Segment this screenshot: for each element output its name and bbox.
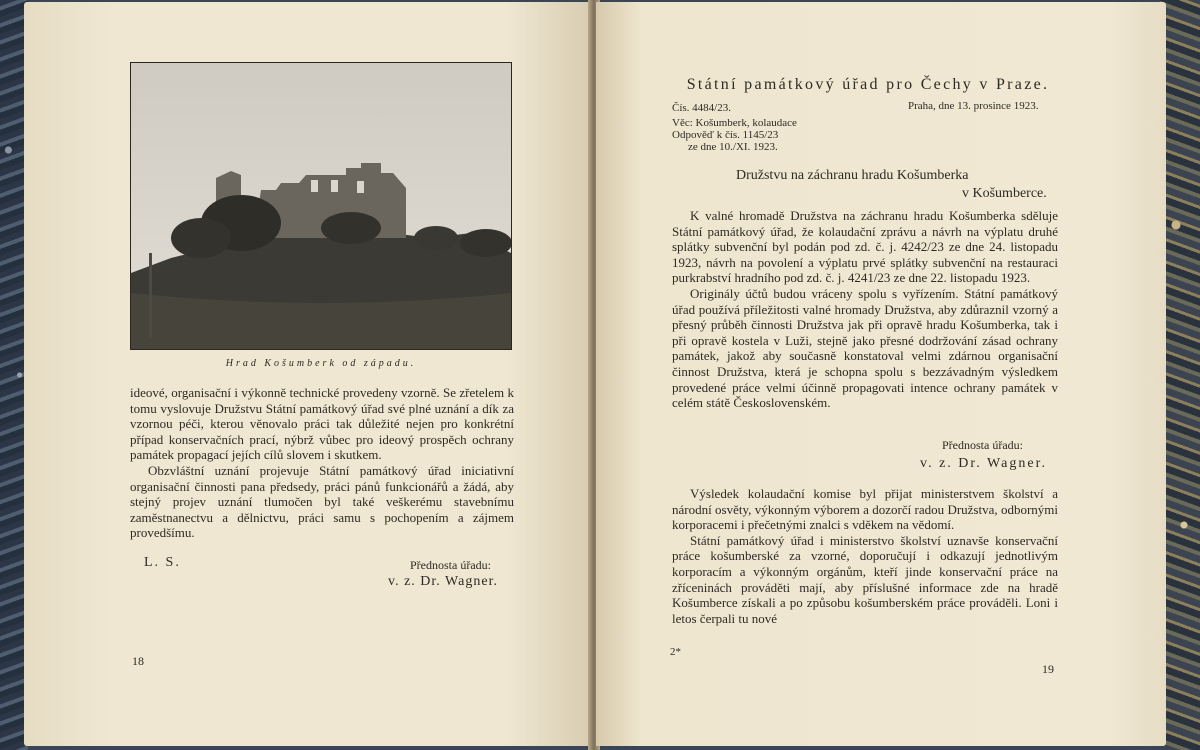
signature-name: v. z. Dr. Wagner. <box>388 574 498 589</box>
right-page <box>596 2 1166 746</box>
subject-line: Odpověď k čís. 1145/23 <box>672 129 779 141</box>
signature-name: v. z. Dr. Wagner. <box>920 456 1047 471</box>
printer-signature-mark: 2* <box>670 646 681 658</box>
place-date: Praha, dne 13. prosince 1923. <box>908 100 1039 112</box>
paragraph: Výsledek kolaudační komise byl přijat ministerstvem školství a národní osvěty, výkonným výborem a dozorčí radou Družstva, odbornými korporacemi i přečetnými znalci s vděkem na vědomí. <box>672 486 1058 533</box>
paragraph: K valné hromadě Družstva na záchranu hradu Košumberka sděluje Státní památkový úřad, že kolaudační zprávu a návrh na výplatu druhé splátky subvenční byl podán pod zd. č. j. 4242/23 ze dne 24. listopadu 1923, návrh na povolení a výplatu prvé splátky subvenční na restauraci purkrabství hradního pod zd. č. j. 4241/23 ze dne 22. listopadu 1923. <box>672 208 1058 286</box>
seal-abbreviation: L. S. <box>144 555 181 570</box>
right-body-text <box>672 208 1058 411</box>
photo-caption: Hrad Košumberk od západu. <box>225 358 417 369</box>
signature-title: Přednosta úřadu: <box>942 438 1023 452</box>
right-body-text-2 <box>672 486 1058 626</box>
addressee-line: v Košumberce. <box>962 186 1047 201</box>
addressee-line: Družstvu na záchranu hradu Košumberka <box>736 168 969 183</box>
castle-photo <box>130 62 512 350</box>
paragraph: Státní památkový úřad i ministerstvo školství uznavše konservační práce košumberské za vzorné, doporučují i odkazují jednotlivým korporacím a výkonným orgánům, kteří jinde konservační práce na zříceninách prováděti mají, aby příslušné informace zde na hradě Košumberce získali a po způsobu košumberském práce prováděli. Loni i letos čerpali tu nové <box>672 532 1058 626</box>
subject-line: Věc: Košumberk, kolaudace <box>672 117 797 129</box>
book-cover-right <box>1160 0 1200 750</box>
paragraph: ideové, organisační i výkonně technické provedeny vzorně. Se zřetelem k tomu vyslovuje Družstvu Státní památkový úřad své plné uznání a dík za vzornou péči, kterou věnovalo práci tak důležité nejen pro konkrétní případ konservačních prací, nýbrž vůbec pro ideový prospěch ochrany památek propagací jejích cílů slovem i skutkem. <box>130 385 514 463</box>
subject-line: ze dne 10./XI. 1923. <box>688 141 778 153</box>
left-page <box>24 2 592 746</box>
signature-title: Přednosta úřadu: <box>410 558 491 572</box>
page-number: 18 <box>132 654 144 668</box>
paragraph: Originály účtů budou vráceny spolu s vyřízením. Státní památkový úřad používá příležitosti valné hromady Družstva, aby zdůraznil vzorný a přesný průběh činnosti Družstva jak při opravě hradu Košumberka, tak i při opravě kostela v Luži, stejně jako přesné dodržování zásad ochrany památek, jakož aby současně konstatoval velmi zdárnou organisační činnost Družstva, která je schopna spolu s bezzávadným výsledkem provedené práce velmi účinně propagovati intence ochrany památek v celém státě Československém. <box>672 285 1058 411</box>
reference-block <box>672 102 797 153</box>
paragraph: Obzvláštní uznání projevuje Státní památkový úřad iniciativní organisační činnosti pana předsedy, práci pánů funkcionářů a žádá, aby stejný projev uznání tlumočen byl také veškerému stavebnímu zaměstnanectvu a dělnictvu, práci samu s pochopením a zájmem provedšímu. <box>130 462 514 541</box>
page-number: 19 <box>1042 662 1054 676</box>
office-header: Státní památkový úřad pro Čechy v Praze. <box>686 76 1050 93</box>
reference-number: Čís. 4484/23. <box>672 102 731 114</box>
left-body-text <box>130 385 514 541</box>
